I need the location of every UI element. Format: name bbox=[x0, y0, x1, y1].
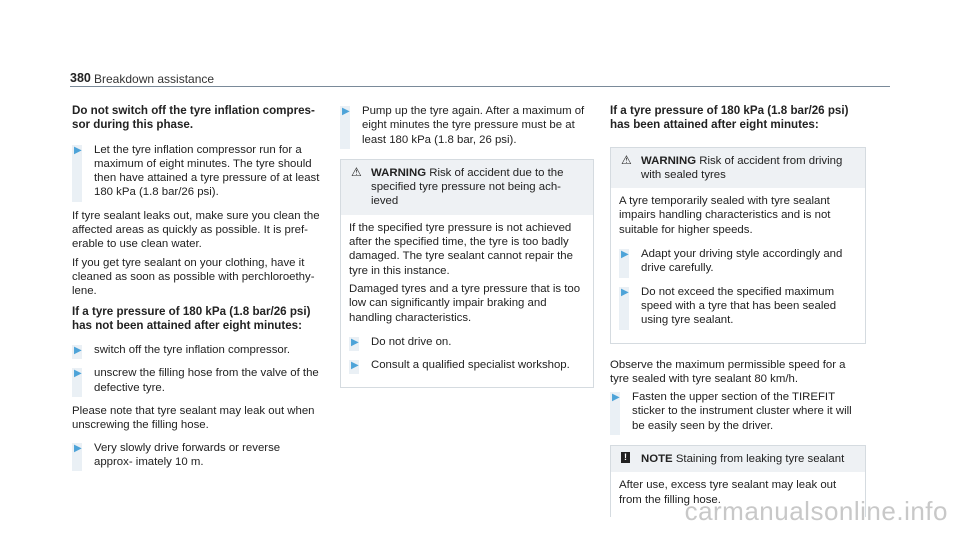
step-item: ▶ Do not drive on. bbox=[349, 335, 585, 349]
paragraph: If tyre sealant leaks out, make sure you clean the affected areas as quickly as possible. It is pref- erable to use clean water. bbox=[72, 209, 320, 251]
note-title: Staining from leaking tyre sealant bbox=[675, 453, 845, 466]
heading-attained: If a tyre pressure of 180 kPa (1.8 bar/26 psi) has been attained after eight minutes: bbox=[610, 104, 849, 132]
paragraph: Please note that tyre sealant may leak out when unscrewing the filling hose. bbox=[72, 405, 315, 432]
warning-box bbox=[340, 159, 594, 389]
step-item: ▶ unscrew the filling hose from the valve of the defective tyre. bbox=[72, 366, 320, 395]
arrow-icon: ▶ bbox=[342, 106, 350, 117]
arrow-icon: ▶ bbox=[74, 442, 82, 454]
column-3 bbox=[610, 104, 866, 527]
arrow-icon: ▶ bbox=[351, 360, 359, 372]
heading-not-attained: If a tyre pressure of 180 kPa (1.8 bar/26 psi) has not been attained after eight minutes: bbox=[72, 304, 311, 332]
step-item: ▶ Very slowly drive forwards or reverse approx- imately 10 m. bbox=[72, 441, 320, 470]
arrow-icon: ▶ bbox=[621, 286, 629, 298]
step-item: ▶ Pump up the tyre again. After a maximum of eight minutes the tyre pressure must be at least 180 kPa (1.8 bar, 26 psi). bbox=[340, 104, 594, 147]
arrow-icon: ▶ bbox=[621, 249, 629, 261]
warning-title: Risk of accident from driving with sealed tyres bbox=[641, 154, 843, 181]
paragraph: If you get tyre sealant on your clothing, have it cleaned as soon as possible with perchloroethy- lene. bbox=[72, 256, 315, 298]
step-item: ▶ switch off the tyre inflation compressor. bbox=[72, 343, 320, 357]
warning-title: Risk of accident due to the specified tyre pressure not being ach- ieved bbox=[371, 166, 564, 208]
warning-label: WARNING bbox=[371, 166, 427, 179]
watermark: carmanualsonline.info bbox=[684, 496, 948, 526]
step-item: ▶ Let the tyre inflation compressor run for a maximum of eight minutes. The tyre should then have attained a tyre pressure of at least 180 kPa (1.8 bar/26 psi). bbox=[72, 143, 320, 200]
step-item: ▶ Consult a qualified specialist workshop. bbox=[349, 358, 585, 372]
page-number: 380 bbox=[70, 71, 91, 85]
warning-box bbox=[610, 147, 866, 344]
warning-header bbox=[341, 160, 593, 215]
header-rule bbox=[70, 86, 890, 87]
warning-label: WARNING bbox=[641, 154, 697, 167]
step-item: ▶ Adapt your driving style accordingly and drive carefully. bbox=[619, 247, 857, 276]
section-title: Breakdown assistance bbox=[94, 72, 215, 86]
column-1 bbox=[72, 104, 320, 478]
note-body: After use, excess tyre sealant may leak out from the filling hose. bbox=[619, 479, 837, 506]
warning-triangle-icon: ⚠ bbox=[351, 164, 362, 179]
note-header bbox=[611, 446, 865, 472]
arrow-icon: ▶ bbox=[351, 336, 359, 348]
warning-body: A tyre temporarily sealed with tyre sealant impairs handling characteristics and is not suitable for higher speeds. ▶ Adapt your driving style accordingly and drive carefully. ▶ Do not exceed the specified maximum speed with a tyre that has been sealed using tyre sealant. bbox=[611, 188, 865, 342]
warning-header bbox=[611, 148, 865, 189]
step-item: ▶ Do not exceed the specified maximum speed with a tyre that has been sealed using tyre sealant. bbox=[619, 285, 857, 328]
arrow-icon: ▶ bbox=[74, 345, 82, 357]
note-icon: ! bbox=[621, 452, 630, 463]
arrow-icon: ▶ bbox=[74, 368, 82, 380]
note-label: NOTE bbox=[641, 453, 673, 466]
warning-body: If the specified tyre pressure is not achieved after the specified time, the tyre is too badly damaged. The tyre sealant cannot repair the tyre in this instance. Damaged tyres and a tyre pressure that is too low can significantly impair braking and handling characteristics. ▶ Do not drive on. ▶ Consult a qualified specialist workshop. bbox=[341, 215, 593, 388]
arrow-icon: ▶ bbox=[612, 392, 620, 404]
arrow-icon: ▶ bbox=[74, 144, 82, 156]
warning-triangle-icon: ⚠ bbox=[621, 152, 632, 167]
step-item: ▶ Fasten the upper section of the TIREFIT sticker to the instrument cluster where it will be easily seen by the driver. bbox=[610, 390, 866, 433]
heading-do-not-switch-off: Do not switch off the tyre inflation compres- sor during this phase. bbox=[72, 104, 315, 132]
column-2 bbox=[340, 104, 594, 398]
paragraph: Observe the maximum permissible speed for a tyre sealed with tyre sealant 80 km/h. bbox=[610, 358, 846, 385]
